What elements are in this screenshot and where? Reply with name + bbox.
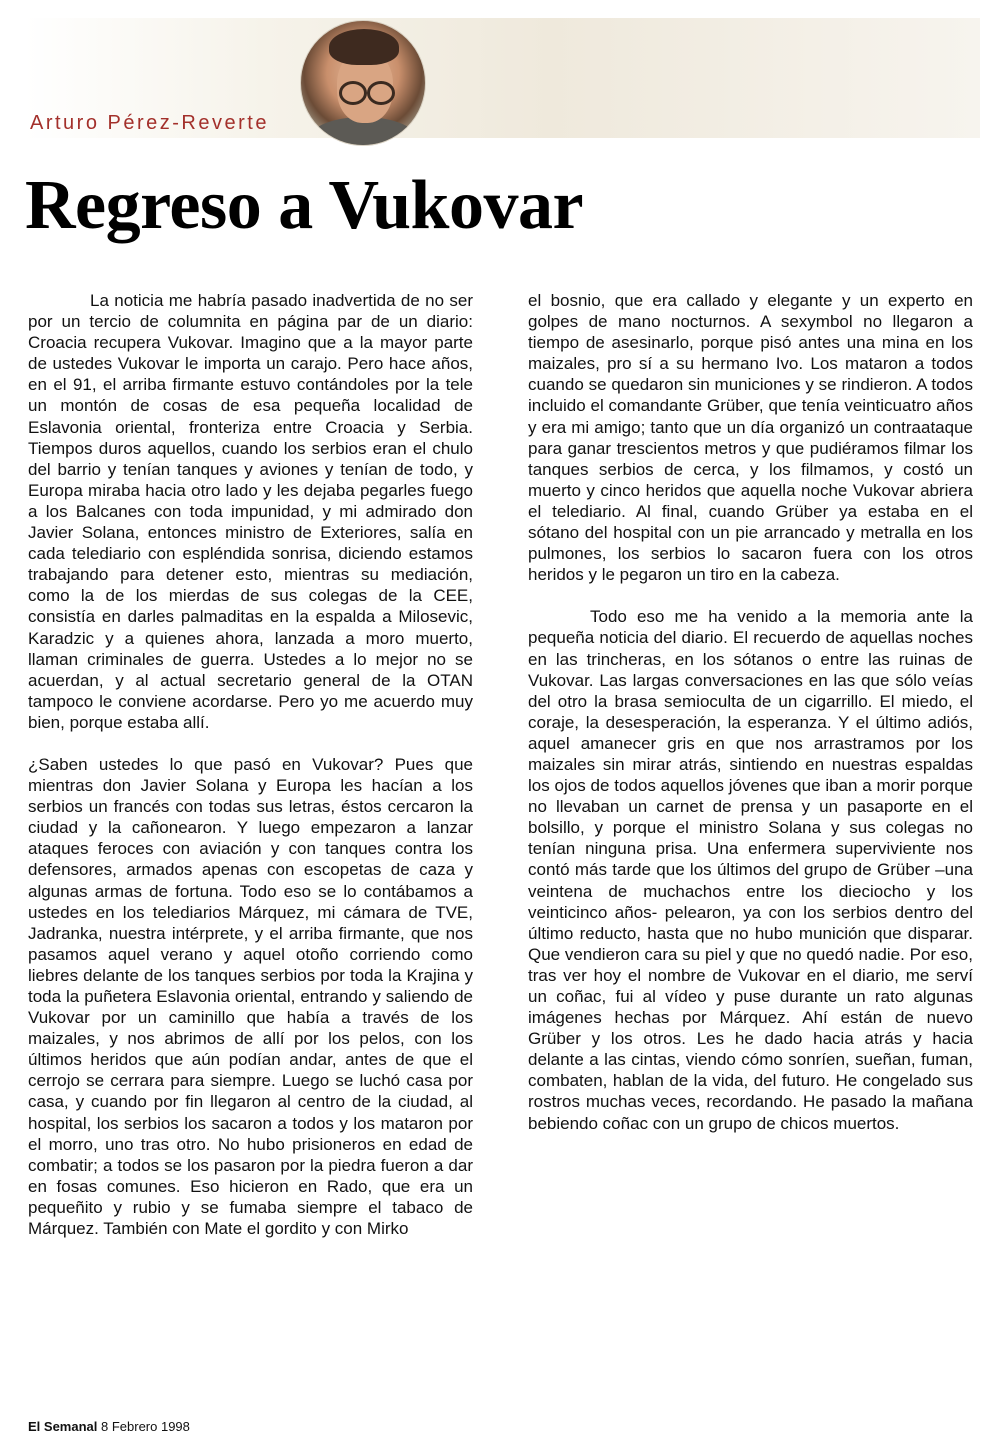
paragraph: ¿Saben ustedes lo que pasó en Vukovar? Pues que mientras don Javier Solana y Europa les hacían a los serbios un francés con todas sus letras, éstos cercaron la ciudad y la cañonearon. Y luego empezaron a lanzar ataques feroces con aviación y con tanques contra los defensores, armados apenas con escopetas de caza y algunas armas de fortuna. Todo eso se lo contábamos a ustedes en los telediarios Márquez, mi cámara de TVE, Jadranka, nuestra intérprete, y el arriba firmante, que nos pasamos aquel verano y aquel otoño corriendo como liebres delante de los tanques serbios por toda la Krajina y toda la puñetera Eslavonia oriental, entrando y saliendo de Vukovar por un caminillo que había a través de los maizales, y nos abrimos de allí por los pelos, con los últimos heridos que aún podían andar, antes de que el cerrojo se cerrara para siempre. Luego se luchó casa por casa, y cuando por fin llegaron al centro de la ciudad, al hospital, los serbios los sacaron a todos y los mataron por el morro, uno tras otro. No hubo prisioneros en edad de combatir; a todos se los pasaron por la piedra fueron a dar en fosas comunes. Eso hicieron en Rado, que era un pequeñito y rubio y se fumaba siempre el tabaco de Márquez. También con Mate el gordito y con Mirko <box>28 754 473 1239</box>
publication-name: El Semanal <box>28 1419 98 1434</box>
paragraph: La noticia me habría pasado inadvertida de no ser por un tercio de columnita en página par de un diario: Croacia recupera Vukovar. Imagino que a la mayor parte de ustedes Vukovar le importa un carajo. Pero hace años, en el 91, el arriba firmante estuvo contándoles por la tele un montón de cosas de esa pequeña localidad de Eslavonia oriental, fronteriza entre Croacia y Serbia. Tiempos duros aquellos, cuando los serbios eran el chulo del barrio y tenían tanques y aviones y tenían de todo, y Europa miraba hacia otro lado y les dejaba pegarles fuego a los Balcanes con toda impunidad, y mi admirado don Javier Solana, entonces ministro de Exteriores, salía en cada telediario con espléndida sonrisa, diciendo estamos trabajando para detener esto, mientras su mediación, como la de los mierdas de sus colegas de la CEE, consistía en darles palmaditas en la espalda a Milosevic, Karadzic y a quienes ahora, lanzada a moro muerto, llaman criminales de guerra. Ustedes a lo mejor no se acuerdan, y al actual secretario general de la OTAN tampoco le conviene acordarse. Pero yo me acuerdo muy bien, porque estaba allí. <box>28 291 473 732</box>
page-footer <box>28 1419 190 1434</box>
article-title: Regreso a Vukovar <box>25 167 584 244</box>
publication-date: 8 Febrero 1998 <box>101 1419 190 1434</box>
article-column-left <box>28 290 473 1260</box>
author-name: Arturo Pérez-Reverte <box>30 112 269 134</box>
article-column-right <box>528 290 973 1155</box>
paragraph: el bosnio, que era callado y elegante y un experto en golpes de mano nocturnos. A sexymbol no llegaron a tiempo de asesinarlo, porque pisó antes una mina en los maizales, pro sí a su hermano Ivo. Los mataron a todos cuando se quedaron sin municiones y se rindieron. A todos incluido el comandante Grüber, que tenía veinticuatro años y era mi amigo; tanto que un día organizó un contraataque para ganar trescientos metros y que pudiéramos filmar los tanques serbios de cerca, y los filmamos, y costó un muerto y cinco heridos que aquella noche Vukovar abriera el telediario. Al final, cuando Grüber ya estaba en el sótano del hospital con un pie arrancado y metralla en los pulmones, los serbios lo sacaron fuera con los otros heridos y le pegaron un tiro en la cabeza. <box>528 291 973 585</box>
paragraph: Todo eso me ha venido a la memoria ante la pequeña noticia del diario. El recuerdo de aquellas noches en las trincheras, en los sótanos o entre las ruinas de Vukovar. Las largas conversaciones en las que sólo veías del otro la brasa semioculta de un cigarrillo. El miedo, el coraje, la desesperación, la esperanza. Y el último adiós, aquel amanecer gris en que nos arrastramos por los maizales sin mirar atrás, sintiendo en nuestras espaldas los ojos de todos aquellos jóvenes que iban a morir porque no llevaban un carnet de prensa y un pasaporte en el bolsillo, y porque el ministro Solana y sus colegas no tenían ninguna prisa. Una enfermera superviviente nos contó más tarde que los últimos del grupo de Grüber –una veintena de muchachos entre los dieciocho y los veinticinco años- pelearon, ya con los serbios dentro del último reducto, hasta que no hubo munición que disparar. Que vendieron cara su piel y que no quedó nadie. Por eso, tras ver hoy el nombre de Vukovar en el diario, me serví un coñac, fui al vídeo y puse durante un rato algunas imágenes hechas por Márquez. Ahí están de nuevo Grüber y los otros. Les he dado hacia atrás y hacia delante a las cintas, viendo cómo sonríen, sueñan, fuman, combaten, hablan de la vida, del futuro. He congelado sus rostros muchas veces, recordando. He pasado la mañana bebiendo coñac con un grupo de chicos muertos. <box>528 607 973 1133</box>
author-photo-icon <box>300 20 426 146</box>
